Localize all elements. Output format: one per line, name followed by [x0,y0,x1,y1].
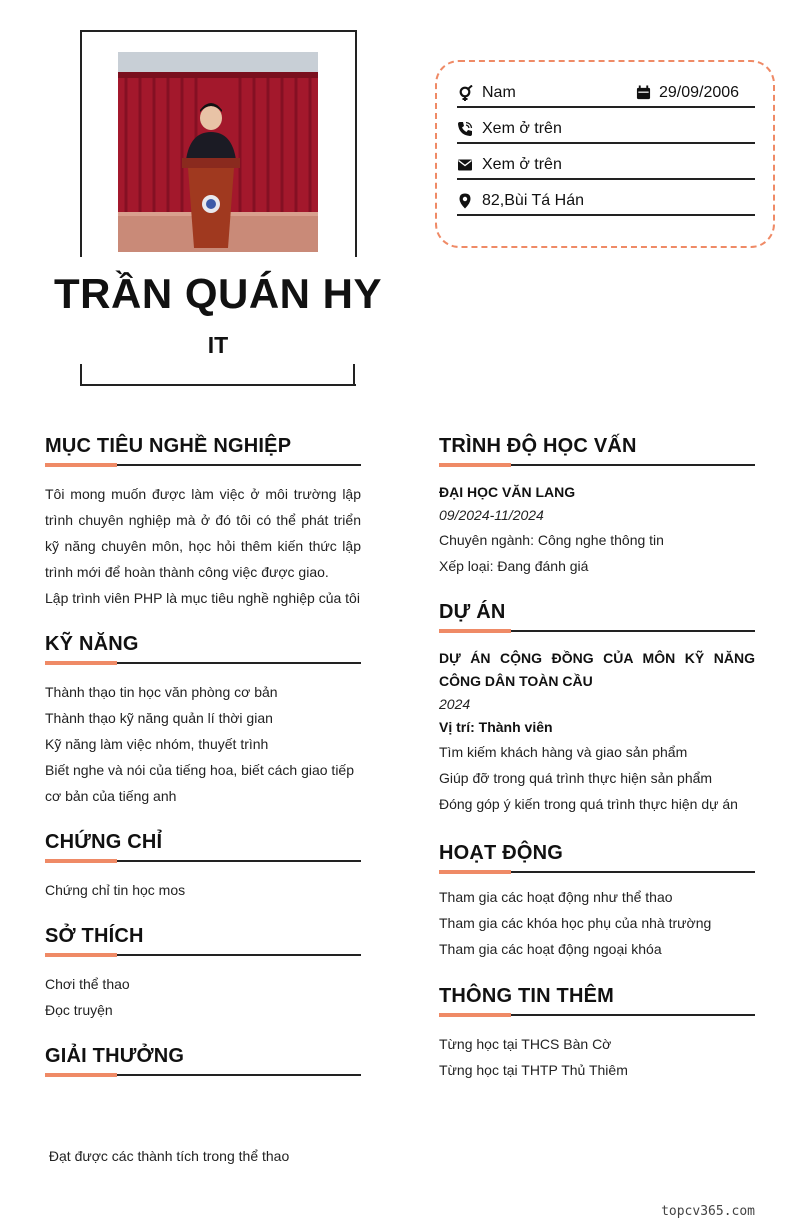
list-item: Tham gia các hoạt động như thể thao [439,889,673,905]
section-divider [45,1073,361,1077]
section-title: MỤC TIÊU NGHỀ NGHIỆP [45,435,292,457]
watermark: topcv365.com [661,1204,755,1219]
list-item: Thành thạo kỹ năng quản lí thời gian [45,710,273,726]
section-skills [45,631,361,809]
objective-paragraph: Lập trình viên PHP là mục tiêu nghề nghiệp của tôi [45,590,360,606]
contact-row-phone [457,116,755,144]
contact-box [435,60,775,248]
section-education [439,433,755,579]
list-item: Từng học tại THCS Bàn Cờ [439,1036,612,1052]
email-icon [457,157,473,173]
profile-photo [118,52,318,252]
section-divider [439,1013,755,1017]
education-grade: Xếp loại: Đang đánh giá [439,558,589,574]
gender-value: Nam [482,84,516,101]
project-name: DỰ ÁN CỘNG ĐỒNG CỦA MÔN KỸ NĂNG CÔNG DÂN TOÀN CẦU [439,650,755,689]
section-divider [439,463,755,467]
section-extra-info [439,983,755,1083]
section-title: TRÌNH ĐỘ HỌC VẤN [439,435,637,457]
list-item: Kỹ năng làm việc nhóm, thuyết trình [45,736,269,752]
calendar-icon [636,85,651,100]
candidate-role: IT [207,332,229,358]
list-item: Tham gia các hoạt động ngoại khóa [439,941,662,957]
section-title: KỸ NĂNG [45,633,139,655]
education-period: 09/2024-11/2024 [439,507,544,523]
list-item: Biết nghe và nói của tiếng hoa, biết cách giao tiếp cơ bản của tiếng anh [45,762,354,804]
list-item: Chứng chỉ tin học mos [45,882,186,898]
education-major: Chuyên ngành: Công nghe thông tin [439,532,664,548]
list-item: Thành thạo tin học văn phòng cơ bản [45,684,278,700]
list-item: Chơi thể thao [45,976,130,992]
section-title: CHỨNG CHỈ [45,831,163,853]
list-item: Đóng góp ý kiến trong quá trình thực hiện dự án [439,796,738,812]
section-title: GIẢI THƯỞNG [45,1045,185,1067]
phone-icon [457,121,473,137]
section-divider [45,463,361,467]
section-projects [439,599,755,817]
section-objective [45,433,361,611]
section-title: SỞ THÍCH [45,925,144,947]
project-position: Vị trí: Thành viên [439,719,553,735]
section-divider [45,859,361,863]
dob-value: 29/09/2006 [659,84,740,101]
list-item: Tham gia các khóa học phụ của nhà trường [439,915,712,931]
contact-row-address [457,188,755,216]
list-item: Giúp đỡ trong quá trình thực hiện sản phẩm [439,770,713,786]
list-item: Từng học tại THTP Thủ Thiêm [439,1062,628,1078]
contact-row-gender [457,80,755,108]
section-title: THÔNG TIN THÊM [439,985,615,1007]
gender-icon [457,85,473,101]
section-title: DỰ ÁN [439,601,506,623]
section-awards [45,1043,361,1221]
project-year: 2024 [439,696,471,712]
section-divider [439,629,755,633]
section-divider [45,661,361,665]
list-item: Đọc truyện [45,1002,113,1018]
phone-value: Xem ở trên [482,120,562,137]
section-certificates [45,829,361,903]
section-title: HOẠT ĐỘNG [439,842,564,864]
candidate-name: TRẦN QUÁN HY [54,270,382,317]
contact-row-email [457,152,755,180]
list-item: Đạt được các thành tích trong thể thao [45,1148,290,1164]
location-icon [457,193,473,209]
section-hobbies [45,923,361,1023]
section-activities [439,840,755,962]
school-name: ĐẠI HỌC VĂN LANG [439,484,576,500]
address-value: 82,Bùi Tá Hán [482,192,584,209]
section-divider [439,870,755,874]
section-divider [45,953,361,957]
list-item: Tìm kiếm khách hàng và giao sản phẩm [439,744,688,760]
email-value: Xem ở trên [482,156,562,173]
objective-paragraph: Tôi mong muốn được làm việc ở môi trường lập trình chuyên nghiệp mà ở đó tôi có thể phát triển kỹ năng chuyên môn, học hỏi thêm kiến thức lập trình mới để hoàn thành công việc được giao. [45,486,361,580]
